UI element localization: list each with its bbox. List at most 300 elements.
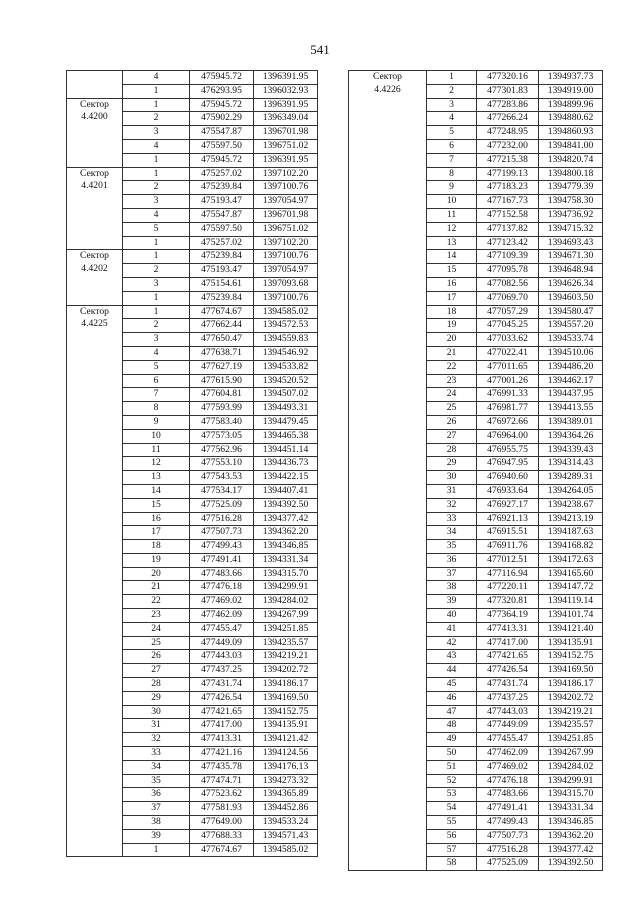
- x-coordinate: 477199.13: [477, 167, 539, 181]
- x-coordinate: 477483.66: [190, 567, 254, 581]
- x-coordinate: 477581.93: [190, 802, 254, 816]
- x-coordinate: 476911.76: [477, 540, 539, 554]
- x-coordinate: 477167.73: [477, 195, 539, 209]
- point-number: 20: [427, 333, 477, 347]
- point-number: 20: [123, 567, 190, 581]
- y-coordinate: 1394693.43: [539, 236, 603, 250]
- point-number: 5: [123, 360, 190, 374]
- x-coordinate: 477583.40: [190, 415, 254, 429]
- table-row: [67, 250, 318, 264]
- point-number: 33: [123, 747, 190, 761]
- x-coordinate: 475193.47: [190, 264, 254, 278]
- y-coordinate: 1394147.72: [539, 581, 603, 595]
- y-coordinate: 1394152.75: [254, 705, 318, 719]
- y-coordinate: 1394377.42: [539, 843, 603, 857]
- y-coordinate: 1394299.91: [539, 774, 603, 788]
- point-number: 50: [427, 747, 477, 761]
- y-coordinate: 1394273.32: [254, 774, 318, 788]
- point-number: 4: [123, 346, 190, 360]
- x-coordinate: 475239.84: [190, 291, 254, 305]
- x-coordinate: 477476.18: [190, 581, 254, 595]
- x-coordinate: 475193.47: [190, 195, 254, 209]
- y-coordinate: 1394626.34: [539, 277, 603, 291]
- point-number: 42: [427, 636, 477, 650]
- y-coordinate: 1394152.75: [539, 650, 603, 664]
- y-coordinate: 1396751.02: [254, 222, 318, 236]
- point-number: 1: [123, 236, 190, 250]
- point-number: 9: [123, 415, 190, 429]
- point-number: 38: [123, 816, 190, 830]
- y-coordinate: 1397102.20: [254, 236, 318, 250]
- y-coordinate: 1394346.85: [539, 816, 603, 830]
- point-number: 2: [123, 319, 190, 333]
- sector-cell: [67, 250, 123, 305]
- y-coordinate: 1394465.38: [254, 429, 318, 443]
- y-coordinate: 1394392.50: [254, 498, 318, 512]
- x-coordinate: 476981.77: [477, 402, 539, 416]
- x-coordinate: 477543.53: [190, 471, 254, 485]
- x-coordinate: 477152.58: [477, 208, 539, 222]
- y-coordinate: 1396391.95: [254, 98, 318, 112]
- x-coordinate: 477116.94: [477, 567, 539, 581]
- point-number: 40: [427, 609, 477, 623]
- y-coordinate: 1394135.91: [539, 636, 603, 650]
- point-number: 1: [427, 71, 477, 85]
- y-coordinate: 1394452.86: [254, 802, 318, 816]
- point-number: 5: [427, 126, 477, 140]
- point-number: 2: [123, 112, 190, 126]
- point-number: 24: [427, 388, 477, 402]
- y-coordinate: 1396391.95: [254, 71, 318, 85]
- point-number: 24: [123, 622, 190, 636]
- point-number: 29: [427, 457, 477, 471]
- x-coordinate: 477426.54: [477, 664, 539, 678]
- point-number: 54: [427, 802, 477, 816]
- y-coordinate: 1394362.20: [254, 526, 318, 540]
- y-coordinate: 1394860.93: [539, 126, 603, 140]
- y-coordinate: 1397054.97: [254, 264, 318, 278]
- x-coordinate: 477499.43: [190, 540, 254, 554]
- point-number: 5: [123, 222, 190, 236]
- table-row: [67, 305, 318, 319]
- x-coordinate: 476921.13: [477, 512, 539, 526]
- point-number: 18: [427, 305, 477, 319]
- point-number: 19: [123, 553, 190, 567]
- point-number: 51: [427, 760, 477, 774]
- sector-label: 4.4226: [374, 83, 401, 95]
- sector-label: 4.4225: [81, 318, 108, 330]
- y-coordinate: 1394251.85: [254, 622, 318, 636]
- point-number: 17: [427, 291, 477, 305]
- point-number: 10: [427, 195, 477, 209]
- point-number: 36: [123, 788, 190, 802]
- x-coordinate: 477421.16: [190, 747, 254, 761]
- y-coordinate: 1394169.50: [254, 691, 318, 705]
- point-number: 53: [427, 788, 477, 802]
- coordinates-table-right: [348, 70, 603, 871]
- x-coordinate: 477604.81: [190, 388, 254, 402]
- x-coordinate: 477022.41: [477, 346, 539, 360]
- y-coordinate: 1394820.74: [539, 153, 603, 167]
- point-number: 9: [427, 181, 477, 195]
- x-coordinate: 475154.61: [190, 277, 254, 291]
- point-number: 26: [123, 650, 190, 664]
- x-coordinate: 477523.62: [190, 788, 254, 802]
- y-coordinate: 1394736.92: [539, 208, 603, 222]
- x-coordinate: 477266.24: [477, 112, 539, 126]
- coordinates-table-body: [349, 71, 603, 871]
- y-coordinate: 1394235.57: [254, 636, 318, 650]
- point-number: 47: [427, 705, 477, 719]
- y-coordinate: 1394422.15: [254, 471, 318, 485]
- sector-label: Сектор: [80, 305, 109, 317]
- coordinates-table-left: [66, 70, 318, 857]
- point-number: 3: [427, 98, 477, 112]
- point-number: 37: [427, 567, 477, 581]
- point-number: 49: [427, 733, 477, 747]
- y-coordinate: 1394284.02: [539, 760, 603, 774]
- y-coordinate: 1397054.97: [254, 195, 318, 209]
- y-coordinate: 1394299.91: [254, 581, 318, 595]
- x-coordinate: 477573.05: [190, 429, 254, 443]
- point-number: 58: [427, 857, 477, 871]
- x-coordinate: 477650.47: [190, 333, 254, 347]
- x-coordinate: 477499.43: [477, 816, 539, 830]
- y-coordinate: 1396751.02: [254, 139, 318, 153]
- y-coordinate: 1394462.17: [539, 374, 603, 388]
- point-number: 26: [427, 415, 477, 429]
- coordinates-table-body: [67, 71, 318, 857]
- x-coordinate: 477491.41: [477, 802, 539, 816]
- y-coordinate: 1394186.17: [254, 678, 318, 692]
- y-coordinate: 1394315.70: [254, 567, 318, 581]
- point-number: 22: [123, 595, 190, 609]
- y-coordinate: 1394437.95: [539, 388, 603, 402]
- sector-cell: [67, 167, 123, 250]
- point-number: 57: [427, 843, 477, 857]
- sector-cell: [67, 71, 123, 99]
- table-row: [349, 71, 603, 85]
- x-coordinate: 477525.09: [190, 498, 254, 512]
- x-coordinate: 477001.26: [477, 374, 539, 388]
- x-coordinate: 476964.00: [477, 429, 539, 443]
- table-row: [67, 98, 318, 112]
- y-coordinate: 1394235.57: [539, 719, 603, 733]
- y-coordinate: 1394267.99: [254, 609, 318, 623]
- y-coordinate: 1394362.20: [539, 829, 603, 843]
- point-number: 13: [123, 471, 190, 485]
- y-coordinate: 1394715.32: [539, 222, 603, 236]
- y-coordinate: 1394165.60: [539, 567, 603, 581]
- x-coordinate: 477137.82: [477, 222, 539, 236]
- x-coordinate: 476915.51: [477, 526, 539, 540]
- y-coordinate: 1394267.99: [539, 747, 603, 761]
- y-coordinate: 1394671.30: [539, 250, 603, 264]
- point-number: 4: [123, 71, 190, 85]
- y-coordinate: 1394168.82: [539, 540, 603, 554]
- x-coordinate: 476927.17: [477, 498, 539, 512]
- y-coordinate: 1394557.20: [539, 319, 603, 333]
- x-coordinate: 477476.18: [477, 774, 539, 788]
- x-coordinate: 477364.19: [477, 609, 539, 623]
- y-coordinate: 1394219.21: [539, 705, 603, 719]
- y-coordinate: 1394121.40: [539, 622, 603, 636]
- x-coordinate: 477095.78: [477, 264, 539, 278]
- x-coordinate: 477593.99: [190, 402, 254, 416]
- x-coordinate: 475945.72: [190, 71, 254, 85]
- x-coordinate: 477431.74: [190, 678, 254, 692]
- x-coordinate: 475945.72: [190, 153, 254, 167]
- x-coordinate: 477462.09: [190, 609, 254, 623]
- point-number: 21: [427, 346, 477, 360]
- y-coordinate: 1394648.94: [539, 264, 603, 278]
- point-number: 16: [427, 277, 477, 291]
- y-coordinate: 1396032.93: [254, 84, 318, 98]
- y-coordinate: 1394186.17: [539, 678, 603, 692]
- x-coordinate: 477437.25: [477, 691, 539, 705]
- y-coordinate: 1394546.92: [254, 346, 318, 360]
- point-number: 31: [427, 484, 477, 498]
- x-coordinate: 477627.19: [190, 360, 254, 374]
- x-coordinate: 477413.31: [190, 733, 254, 747]
- y-coordinate: 1394119.14: [539, 595, 603, 609]
- y-coordinate: 1396349.04: [254, 112, 318, 126]
- x-coordinate: 477421.65: [190, 705, 254, 719]
- y-coordinate: 1394284.02: [254, 595, 318, 609]
- y-coordinate: 1396701.98: [254, 126, 318, 140]
- x-coordinate: 477413.31: [477, 622, 539, 636]
- x-coordinate: 477301.83: [477, 84, 539, 98]
- point-number: 25: [123, 636, 190, 650]
- y-coordinate: 1394800.18: [539, 167, 603, 181]
- point-number: 6: [427, 139, 477, 153]
- sector-label: 4.4200: [81, 111, 108, 123]
- y-coordinate: 1394392.50: [539, 857, 603, 871]
- x-coordinate: 477426.54: [190, 691, 254, 705]
- x-coordinate: 475902.29: [190, 112, 254, 126]
- y-coordinate: 1394533.24: [254, 816, 318, 830]
- y-coordinate: 1394580.47: [539, 305, 603, 319]
- x-coordinate: 477045.25: [477, 319, 539, 333]
- y-coordinate: 1394510.06: [539, 346, 603, 360]
- point-number: 10: [123, 429, 190, 443]
- x-coordinate: 475597.50: [190, 139, 254, 153]
- table-row: [67, 71, 318, 85]
- point-number: 34: [123, 760, 190, 774]
- point-number: 39: [123, 829, 190, 843]
- point-number: 7: [427, 153, 477, 167]
- point-number: 3: [123, 333, 190, 347]
- point-number: 1: [123, 250, 190, 264]
- x-coordinate: 477421.65: [477, 650, 539, 664]
- point-number: 12: [123, 457, 190, 471]
- y-coordinate: 1397093.68: [254, 277, 318, 291]
- x-coordinate: 475597.50: [190, 222, 254, 236]
- point-number: 6: [123, 374, 190, 388]
- sector-label: 4.4202: [81, 263, 108, 275]
- point-number: 19: [427, 319, 477, 333]
- y-coordinate: 1394413.55: [539, 402, 603, 416]
- x-coordinate: 477483.66: [477, 788, 539, 802]
- x-coordinate: 476940.60: [477, 471, 539, 485]
- point-number: 15: [123, 498, 190, 512]
- point-number: 18: [123, 540, 190, 554]
- point-number: 30: [427, 471, 477, 485]
- y-coordinate: 1394479.45: [254, 415, 318, 429]
- y-coordinate: 1394101.74: [539, 609, 603, 623]
- point-number: 1: [123, 98, 190, 112]
- y-coordinate: 1394520.52: [254, 374, 318, 388]
- y-coordinate: 1394407.41: [254, 484, 318, 498]
- point-number: 1: [123, 291, 190, 305]
- point-number: 31: [123, 719, 190, 733]
- point-number: 56: [427, 829, 477, 843]
- point-number: 8: [123, 402, 190, 416]
- table-row: [67, 167, 318, 181]
- point-number: 32: [427, 498, 477, 512]
- point-number: 16: [123, 512, 190, 526]
- x-coordinate: 477232.00: [477, 139, 539, 153]
- y-coordinate: 1394436.73: [254, 457, 318, 471]
- x-coordinate: 477012.51: [477, 553, 539, 567]
- point-number: 4: [123, 139, 190, 153]
- sector-label: Сектор: [373, 71, 402, 82]
- sector-cell: [349, 71, 427, 871]
- x-coordinate: 477455.47: [477, 733, 539, 747]
- x-coordinate: 477674.67: [190, 305, 254, 319]
- sector-label: Сектор: [80, 98, 109, 110]
- point-number: 55: [427, 816, 477, 830]
- point-number: 27: [123, 664, 190, 678]
- x-coordinate: 477069.70: [477, 291, 539, 305]
- y-coordinate: 1394238.67: [539, 498, 603, 512]
- x-coordinate: 477674.67: [190, 843, 254, 857]
- x-coordinate: 477516.28: [190, 512, 254, 526]
- sector-cell: [67, 98, 123, 167]
- x-coordinate: 476293.95: [190, 84, 254, 98]
- y-coordinate: 1394937.73: [539, 71, 603, 85]
- y-coordinate: 1394202.72: [254, 664, 318, 678]
- point-number: 34: [427, 526, 477, 540]
- y-coordinate: 1394331.34: [254, 553, 318, 567]
- y-coordinate: 1394339.43: [539, 443, 603, 457]
- point-number: 28: [123, 678, 190, 692]
- x-coordinate: 477462.09: [477, 747, 539, 761]
- y-coordinate: 1394176.13: [254, 760, 318, 774]
- y-coordinate: 1394365.89: [254, 788, 318, 802]
- x-coordinate: 477507.73: [477, 829, 539, 843]
- x-coordinate: 475257.02: [190, 167, 254, 181]
- x-coordinate: 475945.72: [190, 98, 254, 112]
- point-number: 44: [427, 664, 477, 678]
- point-number: 2: [123, 264, 190, 278]
- point-number: 27: [427, 429, 477, 443]
- point-number: 38: [427, 581, 477, 595]
- x-coordinate: 477474.71: [190, 774, 254, 788]
- page-number: 541: [310, 42, 330, 57]
- y-coordinate: 1394251.85: [539, 733, 603, 747]
- y-coordinate: 1397100.76: [254, 291, 318, 305]
- point-number: 37: [123, 802, 190, 816]
- x-coordinate: 477248.95: [477, 126, 539, 140]
- x-coordinate: 477516.28: [477, 843, 539, 857]
- x-coordinate: 477109.39: [477, 250, 539, 264]
- x-coordinate: 475239.84: [190, 181, 254, 195]
- point-number: 45: [427, 678, 477, 692]
- point-number: 11: [123, 443, 190, 457]
- y-coordinate: 1394121.42: [254, 733, 318, 747]
- y-coordinate: 1394169.50: [539, 664, 603, 678]
- y-coordinate: 1394219.21: [254, 650, 318, 664]
- x-coordinate: 475547.87: [190, 126, 254, 140]
- x-coordinate: 477431.74: [477, 678, 539, 692]
- point-number: 13: [427, 236, 477, 250]
- point-number: 29: [123, 691, 190, 705]
- y-coordinate: 1394899.96: [539, 98, 603, 112]
- point-number: 1: [123, 84, 190, 98]
- y-coordinate: 1394585.02: [254, 843, 318, 857]
- y-coordinate: 1394187.63: [539, 526, 603, 540]
- y-coordinate: 1394533.82: [254, 360, 318, 374]
- sector-label: Сектор: [80, 250, 109, 262]
- point-number: 48: [427, 719, 477, 733]
- point-number: 23: [123, 609, 190, 623]
- point-number: 52: [427, 774, 477, 788]
- point-number: 14: [123, 484, 190, 498]
- x-coordinate: 477638.71: [190, 346, 254, 360]
- point-number: 4: [123, 208, 190, 222]
- sector-label: Сектор: [80, 167, 109, 179]
- x-coordinate: 477183.23: [477, 181, 539, 195]
- y-coordinate: 1394880.62: [539, 112, 603, 126]
- x-coordinate: 475257.02: [190, 236, 254, 250]
- x-coordinate: 477417.00: [477, 636, 539, 650]
- point-number: 43: [427, 650, 477, 664]
- y-coordinate: 1396701.98: [254, 208, 318, 222]
- x-coordinate: 477011.65: [477, 360, 539, 374]
- x-coordinate: 477435.78: [190, 760, 254, 774]
- point-number: 11: [427, 208, 477, 222]
- point-number: 3: [123, 126, 190, 140]
- x-coordinate: 477437.25: [190, 664, 254, 678]
- y-coordinate: 1397100.76: [254, 250, 318, 264]
- y-coordinate: 1394486.20: [539, 360, 603, 374]
- y-coordinate: 1394559.83: [254, 333, 318, 347]
- sector-label: 4.4201: [81, 180, 108, 192]
- x-coordinate: 477688.33: [190, 829, 254, 843]
- point-number: 8: [427, 167, 477, 181]
- point-number: 46: [427, 691, 477, 705]
- y-coordinate: 1394124.56: [254, 747, 318, 761]
- x-coordinate: 477553.10: [190, 457, 254, 471]
- y-coordinate: 1394451.14: [254, 443, 318, 457]
- x-coordinate: 476991.33: [477, 388, 539, 402]
- x-coordinate: 477057.29: [477, 305, 539, 319]
- point-number: 35: [123, 774, 190, 788]
- x-coordinate: 475547.87: [190, 208, 254, 222]
- x-coordinate: 476955.75: [477, 443, 539, 457]
- point-number: 39: [427, 595, 477, 609]
- x-coordinate: 476972.66: [477, 415, 539, 429]
- point-number: 1: [123, 843, 190, 857]
- x-coordinate: 477320.81: [477, 595, 539, 609]
- y-coordinate: 1394571.43: [254, 829, 318, 843]
- point-number: 1: [123, 153, 190, 167]
- point-number: 3: [123, 277, 190, 291]
- point-number: 32: [123, 733, 190, 747]
- point-number: 2: [427, 84, 477, 98]
- y-coordinate: 1394315.70: [539, 788, 603, 802]
